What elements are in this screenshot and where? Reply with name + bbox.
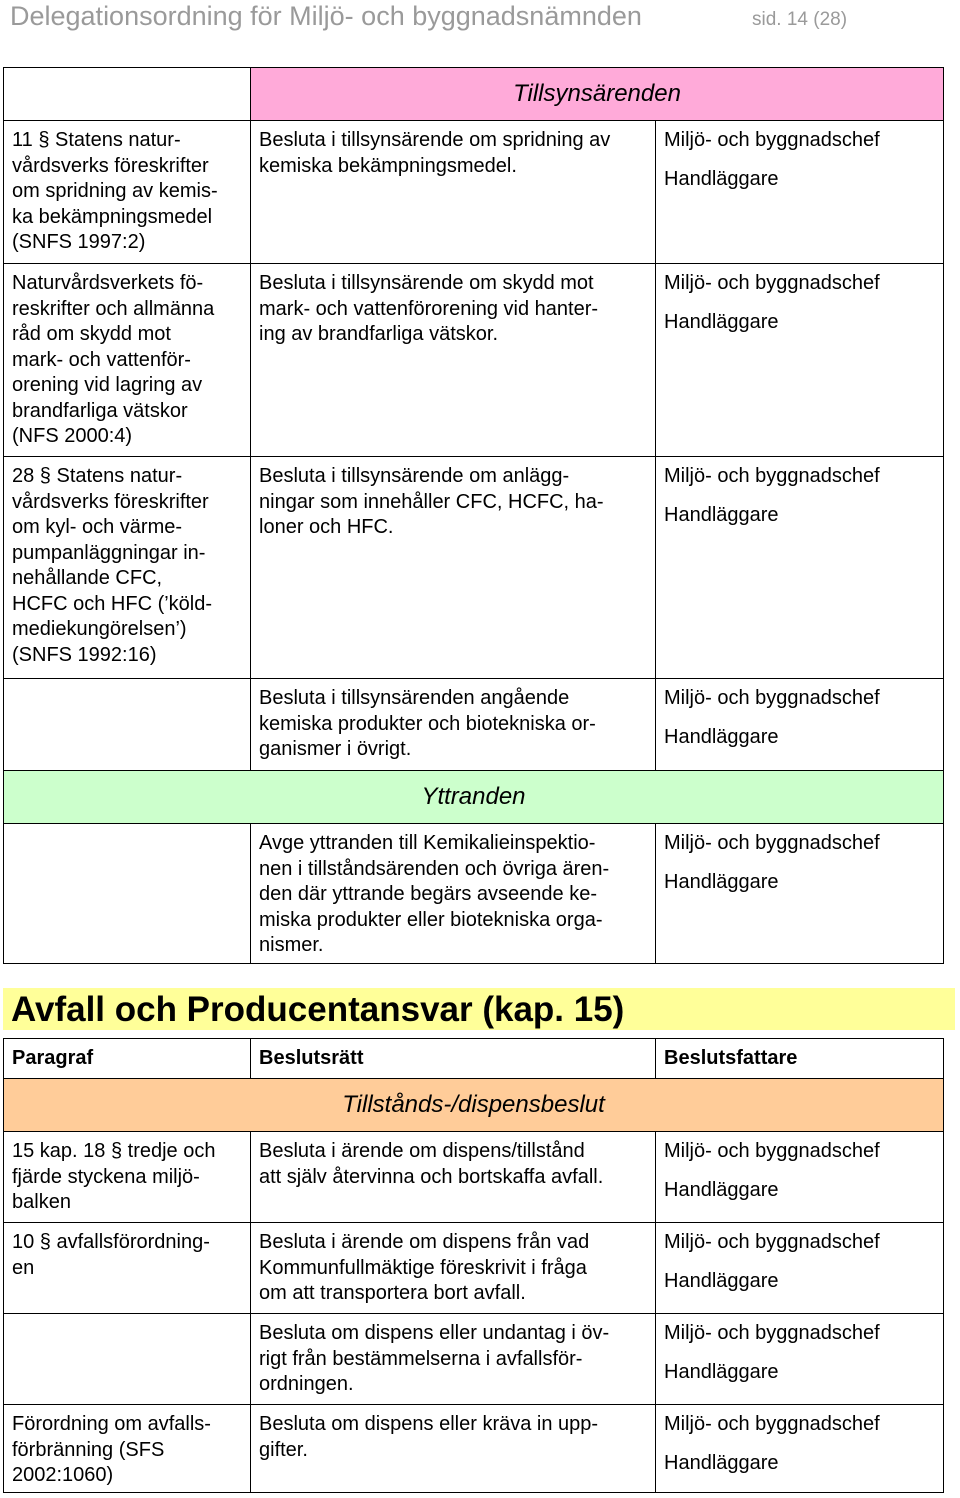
decision-maker-1: Miljö- och byggnadschef	[664, 1140, 880, 1162]
page-header	[0, 0, 960, 34]
band-row-yttranden	[4, 771, 944, 824]
table-row	[4, 264, 944, 457]
paragraph-cell: 11 § Statens natur- vårdsverks föreskrifter om spridning av kemis- ka bekämpningsmedel (SNFS 1997:2)	[4, 121, 251, 264]
band-empty-cell	[4, 68, 251, 121]
table-row	[4, 679, 944, 771]
delegation-table-waste	[3, 1038, 944, 1493]
decision-maker-1: Miljö- och byggnadschef	[664, 272, 880, 294]
delegation-table-chemicals	[3, 67, 944, 964]
table-row	[4, 121, 944, 264]
decision-cell: Besluta i ärende om dispens/tillstånd att själv återvinna och bortskaffa avfall.	[251, 1132, 656, 1223]
decision-maker-2: Handläggare	[664, 1178, 779, 1201]
decision-maker-2: Handläggare	[664, 725, 779, 748]
table-row	[4, 824, 944, 964]
decision-maker-2: Handläggare	[664, 870, 779, 893]
paragraph-cell	[4, 1314, 251, 1405]
decision-maker-1: Miljö- och byggnadschef	[664, 129, 880, 151]
decision-maker-2: Handläggare	[664, 503, 779, 526]
table-row	[4, 1132, 944, 1223]
document-title: Delegationsordning för Miljö- och byggnadsnämnden	[10, 1, 642, 31]
decision-maker-2: Handläggare	[664, 1360, 779, 1383]
decision-cell: Besluta om dispens eller undantag i öv- rigt från bestämmelserna i avfallsför- ordningen.	[251, 1314, 656, 1405]
decision-maker-1: Miljö- och byggnadschef	[664, 832, 880, 854]
paragraph-cell: 28 § Statens natur- vårdsverks föreskrifter om kyl- och värme- pumpanläggningar in- nehållande CFC, HCFC och HFC (’köld- mediekungörelsen’) (SNFS 1992:16)	[4, 457, 251, 679]
decision-cell: Besluta i tillsynsärende om anlägg- ningar som innehåller CFC, HCFC, ha- loner och HFC.	[251, 457, 656, 679]
decision-maker-1: Miljö- och byggnadschef	[664, 465, 880, 487]
decision-cell: Avge yttranden till Kemikalieinspektio- nen i tillståndsärenden och övriga ären- den där yttrande begärs avseende ke- miska produkter eller biotekniska orga- nismer.	[251, 824, 656, 964]
decision-maker-cell	[656, 1314, 944, 1405]
band-tillsynsarenden	[251, 68, 944, 121]
paragraph-cell	[4, 679, 251, 771]
decision-maker-2: Handläggare	[664, 310, 779, 333]
decision-maker-1: Miljö- och byggnadschef	[664, 687, 880, 709]
decision-cell: Besluta i tillsynsärenden angående kemiska produkter och biotekniska or- ganismer i övrigt.	[251, 679, 656, 771]
band-label: Yttranden	[421, 783, 526, 810]
band-label: Tillstånds-/dispensbeslut	[342, 1091, 605, 1118]
table-row	[4, 1223, 944, 1314]
decision-maker-2: Handläggare	[664, 167, 779, 190]
column-header-beslutsratt: Beslutsrätt	[251, 1039, 656, 1079]
decision-cell: Besluta i tillsynsärende om skydd mot mark- och vattenförorening vid hanter- ing av brandfarliga vätskor.	[251, 264, 656, 457]
decision-maker-2: Handläggare	[664, 1269, 779, 1292]
section-title: Avfall och Producentansvar (kap. 15)	[11, 990, 625, 1029]
decision-maker-cell	[656, 1223, 944, 1314]
page-number: sid. 14 (28)	[752, 9, 848, 30]
decision-maker-cell	[656, 824, 944, 964]
decision-maker-cell	[656, 1405, 944, 1493]
header-row	[4, 1039, 944, 1079]
decision-maker-cell	[656, 1132, 944, 1223]
table-row	[4, 457, 944, 679]
decision-maker-1: Miljö- och byggnadschef	[664, 1413, 880, 1435]
decision-cell: Besluta i tillsynsärende om spridning av kemiska bekämpningsmedel.	[251, 121, 656, 264]
band-row-tillsyn	[4, 68, 944, 121]
decision-maker-2: Handläggare	[664, 1451, 779, 1474]
decision-maker-cell	[656, 457, 944, 679]
band-label: Tillsynsärenden	[513, 80, 681, 107]
decision-cell: Besluta i ärende om dispens från vad Kommunfullmäktige föreskrivit i fråga om att transportera bort avfall.	[251, 1223, 656, 1314]
table-row	[4, 1405, 944, 1493]
decision-maker-1: Miljö- och byggnadschef	[664, 1322, 880, 1344]
table-row	[4, 1314, 944, 1405]
decision-cell: Besluta om dispens eller kräva in upp- gifter.	[251, 1405, 656, 1493]
decision-maker-1: Miljö- och byggnadschef	[664, 1231, 880, 1253]
decision-maker-cell	[656, 121, 944, 264]
section-heading	[3, 988, 955, 1030]
band-tillstands-dispensbeslut	[4, 1079, 944, 1132]
band-yttranden	[4, 771, 944, 824]
paragraph-cell: 10 § avfallsförordning- en	[4, 1223, 251, 1314]
paragraph-cell: Förordning om avfalls- förbränning (SFS 2002:1060)	[4, 1405, 251, 1493]
decision-maker-cell	[656, 679, 944, 771]
band-row-dispens	[4, 1079, 944, 1132]
paragraph-cell	[4, 824, 251, 964]
decision-maker-cell	[656, 264, 944, 457]
column-header-beslutsfattare: Beslutsfattare	[656, 1039, 944, 1079]
paragraph-cell: 15 kap. 18 § tredje och fjärde styckena miljö- balken	[4, 1132, 251, 1223]
paragraph-cell: Naturvårdsverkets fö- reskrifter och allmänna råd om skydd mot mark- och vattenför- orening vid lagring av brandfarliga vätskor (NFS 2000:4)	[4, 264, 251, 457]
column-header-paragraf: Paragraf	[4, 1039, 251, 1079]
